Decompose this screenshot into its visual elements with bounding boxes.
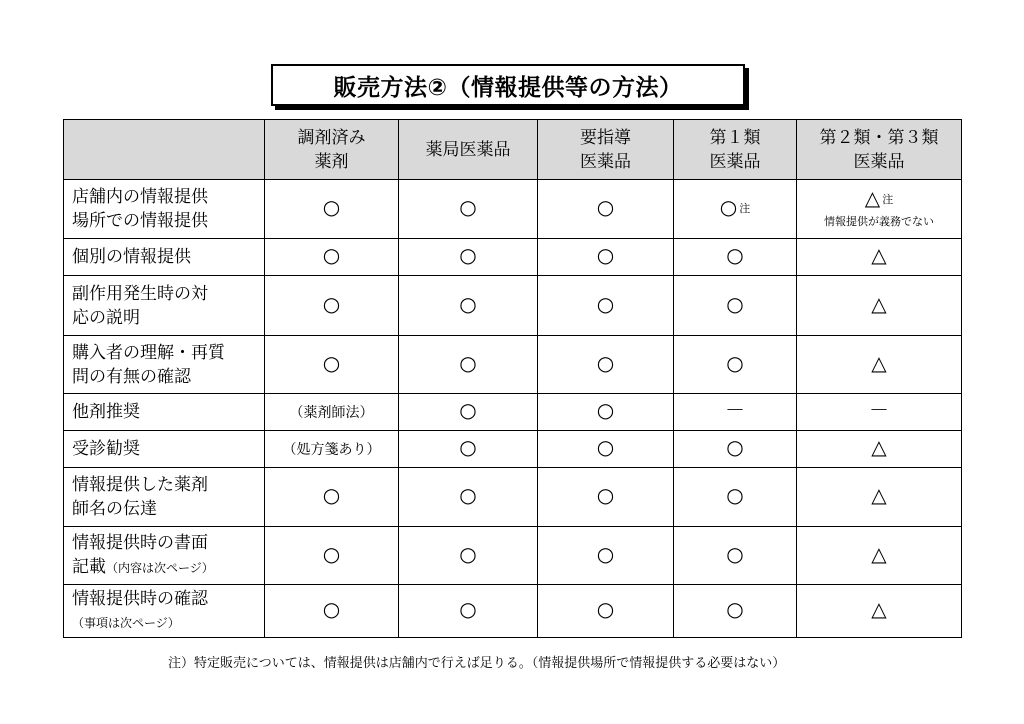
header-empty-cell xyxy=(64,120,265,180)
circle-mark: ○ xyxy=(459,398,477,422)
table-cell xyxy=(797,276,962,336)
dash-mark: － xyxy=(869,398,889,422)
table-row xyxy=(64,180,962,239)
row-label xyxy=(64,336,265,394)
table-cell xyxy=(538,239,674,276)
dash-mark: － xyxy=(725,398,745,422)
circle-mark: ○ xyxy=(459,483,477,507)
cell-note: 情報提供が義務でない xyxy=(824,215,934,228)
row-label xyxy=(64,468,265,527)
table-row xyxy=(64,585,962,638)
circle-mark: ○ xyxy=(596,243,615,267)
circle-mark: ○ xyxy=(322,541,341,566)
circle-mark: ○ xyxy=(596,483,615,507)
circle-mark: ○ xyxy=(726,483,744,507)
table-cell xyxy=(797,180,962,239)
header-line: 薬剤 xyxy=(314,151,349,172)
circle-mark: ○ xyxy=(726,243,744,267)
circle-mark: ○ xyxy=(459,350,477,375)
table-row xyxy=(64,394,962,431)
circle-mark: ○ xyxy=(322,350,341,375)
circle-mark: ○ xyxy=(726,435,744,459)
header-dispensed-drug xyxy=(265,120,399,180)
circle-mark: ○ xyxy=(596,350,615,375)
circle-mark: ○ xyxy=(596,541,615,566)
table-cell xyxy=(538,527,674,585)
row-label-line: 情報提供時の書面 xyxy=(72,533,208,553)
row-label-note: （内容は次ページ） xyxy=(106,561,214,575)
row-label-line: 問の有無の確認 xyxy=(72,366,191,387)
circle-mark: ○ xyxy=(596,195,615,219)
row-label-line: 店舗内の情報提供 xyxy=(72,187,208,207)
header-line: 要指導 xyxy=(580,127,631,148)
circle-mark: ○ xyxy=(322,195,341,219)
table-cell xyxy=(797,527,962,585)
row-label-line: 場所での情報提供 xyxy=(72,211,208,231)
table-cell xyxy=(265,527,399,585)
circle-mark: ○ xyxy=(726,350,744,375)
header-class2-3-drug xyxy=(797,120,962,180)
table-cell xyxy=(399,394,538,431)
table-cell xyxy=(265,239,399,276)
table-cell xyxy=(674,468,797,527)
table-cell xyxy=(265,585,399,638)
table-cell xyxy=(399,468,538,527)
triangle-mark: △ xyxy=(864,186,881,210)
footnote: 注）特定販売については、情報提供は店舗内で行えば足りる。（情報提供場所で情報提供する必要はない） xyxy=(168,656,786,671)
table-cell xyxy=(265,394,399,431)
table-cell xyxy=(797,468,962,527)
table-cell xyxy=(674,180,797,239)
row-label xyxy=(64,431,265,468)
table-cell xyxy=(797,336,962,394)
note-marker: 注 xyxy=(739,202,751,215)
circle-mark: ○ xyxy=(322,597,341,621)
row-label-line: 師名の伝達 xyxy=(72,499,157,519)
row-label xyxy=(64,585,265,638)
circle-mark: ○ xyxy=(596,435,615,459)
circle-mark: ○ xyxy=(322,291,341,316)
table-cell xyxy=(538,585,674,638)
circle-mark: ○ xyxy=(459,541,477,566)
circle-mark: ○ xyxy=(459,435,477,459)
row-label-line xyxy=(72,555,264,580)
row-label xyxy=(64,394,265,431)
table-cell xyxy=(399,527,538,585)
header-class1-drug xyxy=(674,120,797,180)
row-label-line: 個別の情報提供 xyxy=(72,247,191,267)
triangle-mark: △ xyxy=(871,541,887,566)
table-cell xyxy=(797,431,962,468)
header-line: 第１類 xyxy=(709,127,761,148)
table-cell xyxy=(538,394,674,431)
circle-mark: ○ xyxy=(596,291,615,316)
table-cell xyxy=(399,585,538,638)
row-label-line: 購入者の理解・再質 xyxy=(72,342,225,363)
circle-mark: ○ xyxy=(596,398,615,422)
header-line: 医薬品 xyxy=(709,151,761,172)
table-cell xyxy=(674,394,797,431)
triangle-mark: △ xyxy=(871,483,887,507)
table-cell xyxy=(797,394,962,431)
row-label xyxy=(64,276,265,336)
row-label xyxy=(64,180,265,239)
table-cell xyxy=(538,180,674,239)
table-cell xyxy=(265,276,399,336)
table-cell xyxy=(538,431,674,468)
table-cell xyxy=(265,336,399,394)
table-cell xyxy=(538,468,674,527)
circle-mark: ○ xyxy=(726,541,744,566)
header-row xyxy=(64,120,962,180)
row-label-line: 副作用発生時の対 xyxy=(72,283,208,304)
table-row xyxy=(64,431,962,468)
table-row xyxy=(64,468,962,527)
circle-mark: ○ xyxy=(322,483,341,507)
header-guidance-required-drug xyxy=(538,120,674,180)
table-cell xyxy=(265,468,399,527)
cell-text: （処方箋あり） xyxy=(282,441,381,458)
cell-text: （薬剤師法） xyxy=(289,404,374,421)
row-label-line: 情報提供した薬剤 xyxy=(72,475,208,495)
table-cell xyxy=(674,336,797,394)
header-line: 医薬品 xyxy=(580,151,631,172)
header-line: 第２類・第３類 xyxy=(819,127,939,148)
triangle-mark: △ xyxy=(871,243,887,267)
triangle-mark: △ xyxy=(871,597,887,621)
table-row xyxy=(64,239,962,276)
table-cell xyxy=(797,585,962,638)
table-cell xyxy=(399,431,538,468)
table-cell xyxy=(265,431,399,468)
table-cell xyxy=(674,585,797,638)
circle-mark: ○ xyxy=(459,195,477,219)
table-cell xyxy=(538,336,674,394)
table-cell xyxy=(399,336,538,394)
circle-mark: ○ xyxy=(322,243,341,267)
table-cell xyxy=(538,276,674,336)
row-label-note: （事項は次ページ） xyxy=(72,616,180,630)
row-label-line: 応の説明 xyxy=(72,307,140,328)
row-label-text: 記載 xyxy=(72,557,106,577)
circle-mark: ○ xyxy=(719,195,738,219)
table-cell xyxy=(797,239,962,276)
header-pharmacy-drug xyxy=(399,120,538,180)
circle-mark: ○ xyxy=(459,597,477,621)
table-cell xyxy=(674,431,797,468)
row-label-line: 受診勧奨 xyxy=(72,439,140,459)
table-cell xyxy=(674,276,797,336)
header-line: 薬局医薬品 xyxy=(425,139,511,160)
triangle-mark: △ xyxy=(871,435,887,459)
table-row xyxy=(64,336,962,394)
header-line: 医薬品 xyxy=(853,151,905,172)
circle-mark: ○ xyxy=(596,597,615,621)
table-cell xyxy=(399,180,538,239)
row-label xyxy=(64,239,265,276)
table-cell xyxy=(674,527,797,585)
table-cell xyxy=(674,239,797,276)
triangle-mark: △ xyxy=(871,291,887,316)
table-row xyxy=(64,527,962,585)
circle-mark: ○ xyxy=(726,291,744,316)
table-cell xyxy=(399,239,538,276)
triangle-mark: △ xyxy=(871,350,887,375)
circle-mark: ○ xyxy=(459,291,477,316)
table-row xyxy=(64,276,962,336)
page-title: 販売方法②（情報提供等の方法） xyxy=(271,64,745,106)
note-marker: 注 xyxy=(882,193,894,206)
row-label-line: 情報提供時の確認 xyxy=(72,589,208,609)
row-label xyxy=(64,527,265,585)
circle-mark: ○ xyxy=(459,243,477,267)
sales-method-table xyxy=(63,119,962,638)
table-cell xyxy=(399,276,538,336)
row-label-line: 他剤推奨 xyxy=(72,402,140,422)
circle-mark: ○ xyxy=(726,597,744,621)
table-cell xyxy=(265,180,399,239)
header-line: 調剤済み xyxy=(297,127,366,148)
